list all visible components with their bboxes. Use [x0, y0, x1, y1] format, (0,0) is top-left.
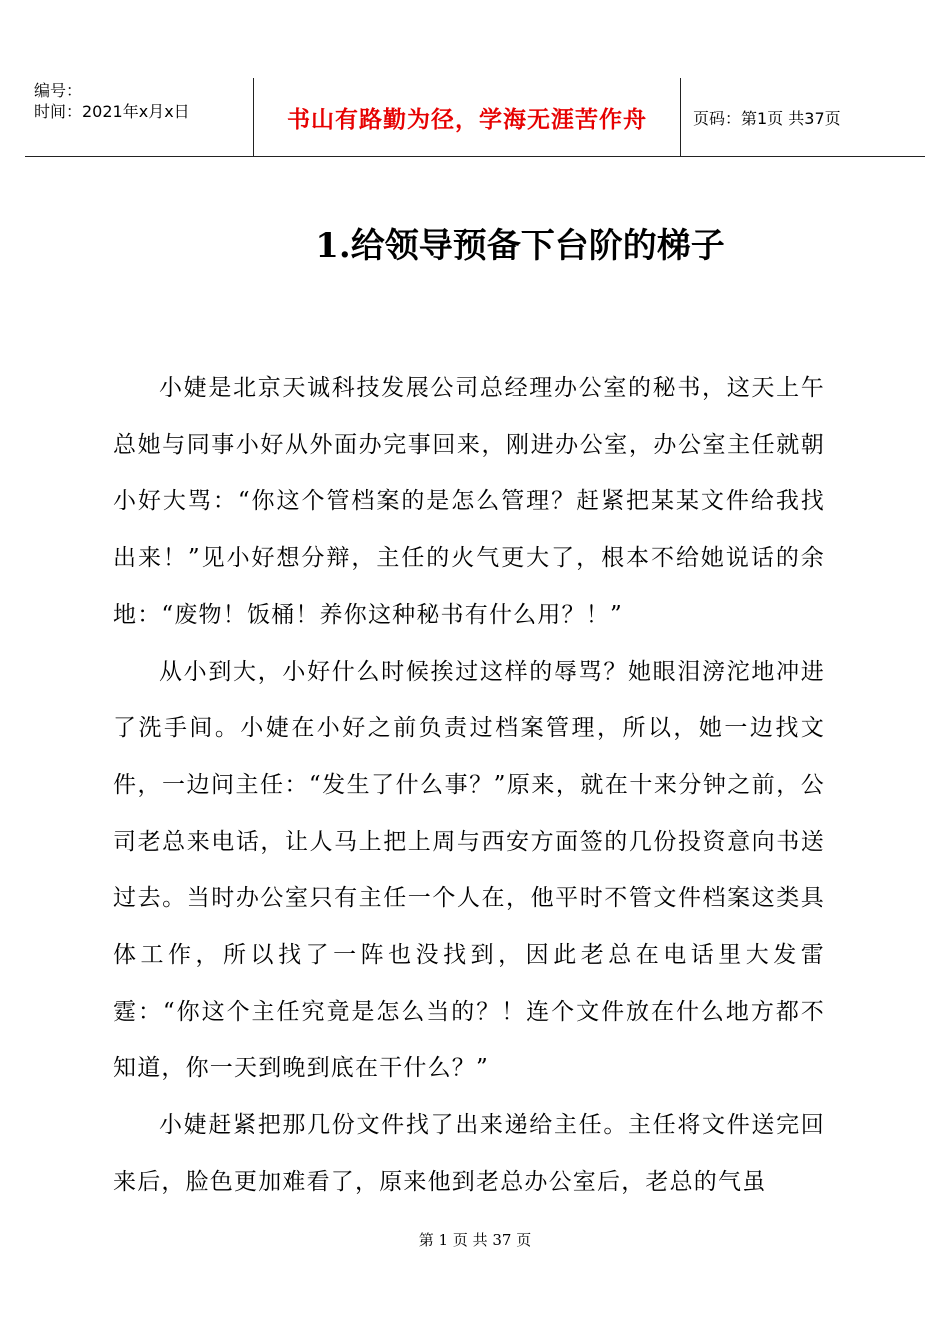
page-footer: 第 1 页 共 37 页: [418, 1231, 532, 1249]
header-meta-cell: [25, 78, 253, 156]
document-number-label: 编号：: [34, 81, 83, 100]
header-motto: 书山有路勤为径，学海无涯苦作舟: [287, 105, 647, 133]
header-page-info: 页码：第1页 共37页: [693, 108, 841, 128]
header-motto-cell: [253, 78, 681, 156]
document-header: [25, 78, 925, 157]
header-page-cell: [680, 78, 925, 156]
body-paragraph-3: 小婕赶紧把那几份文件找了出来递给主任。主任将文件送完回来后，脸色更加难看了，原来他到老总办公室后，老总的气虽: [113, 1112, 825, 1195]
document-body: [113, 360, 825, 1211]
body-paragraph-1: 小婕是北京天诚科技发展公司总经理办公室的秘书，这天上午总她与同事小好从外面办完事回来，刚进办公室，办公室主任就朝小好大骂：“你这个管档案的是怎么管理？赶紧把某某文件给我找出来！”见小好想分辩，主任的火气更大了，根本不给她说话的余地：“废物！饭桶！养你这种秘书有什么用？！”: [113, 375, 825, 628]
document-time-label: 时间：2021年x月x日: [34, 102, 190, 121]
body-paragraph-2: 从小到大，小好什么时候挨过这样的辱骂？她眼泪滂沱地冲进了洗手间。小婕在小好之前负责过档案管理，所以，她一边找文件，一边问主任：“发生了什么事？”原来，就在十来分钟之前，公司老总来电话，让人马上把上周与西安方面签的几份投资意向书送过去。当时办公室只有主任一个人在，他平时不管文件档案这类具体工作，所以找了一阵也没找到，因此老总在电话里大发雷霆：“你这个主任究竟是怎么当的？！连个文件放在什么地方都不知道，你一天到晚到底在干什么？”: [113, 658, 825, 1082]
document-title: 1.给领导预备下台阶的梯子: [315, 226, 725, 266]
